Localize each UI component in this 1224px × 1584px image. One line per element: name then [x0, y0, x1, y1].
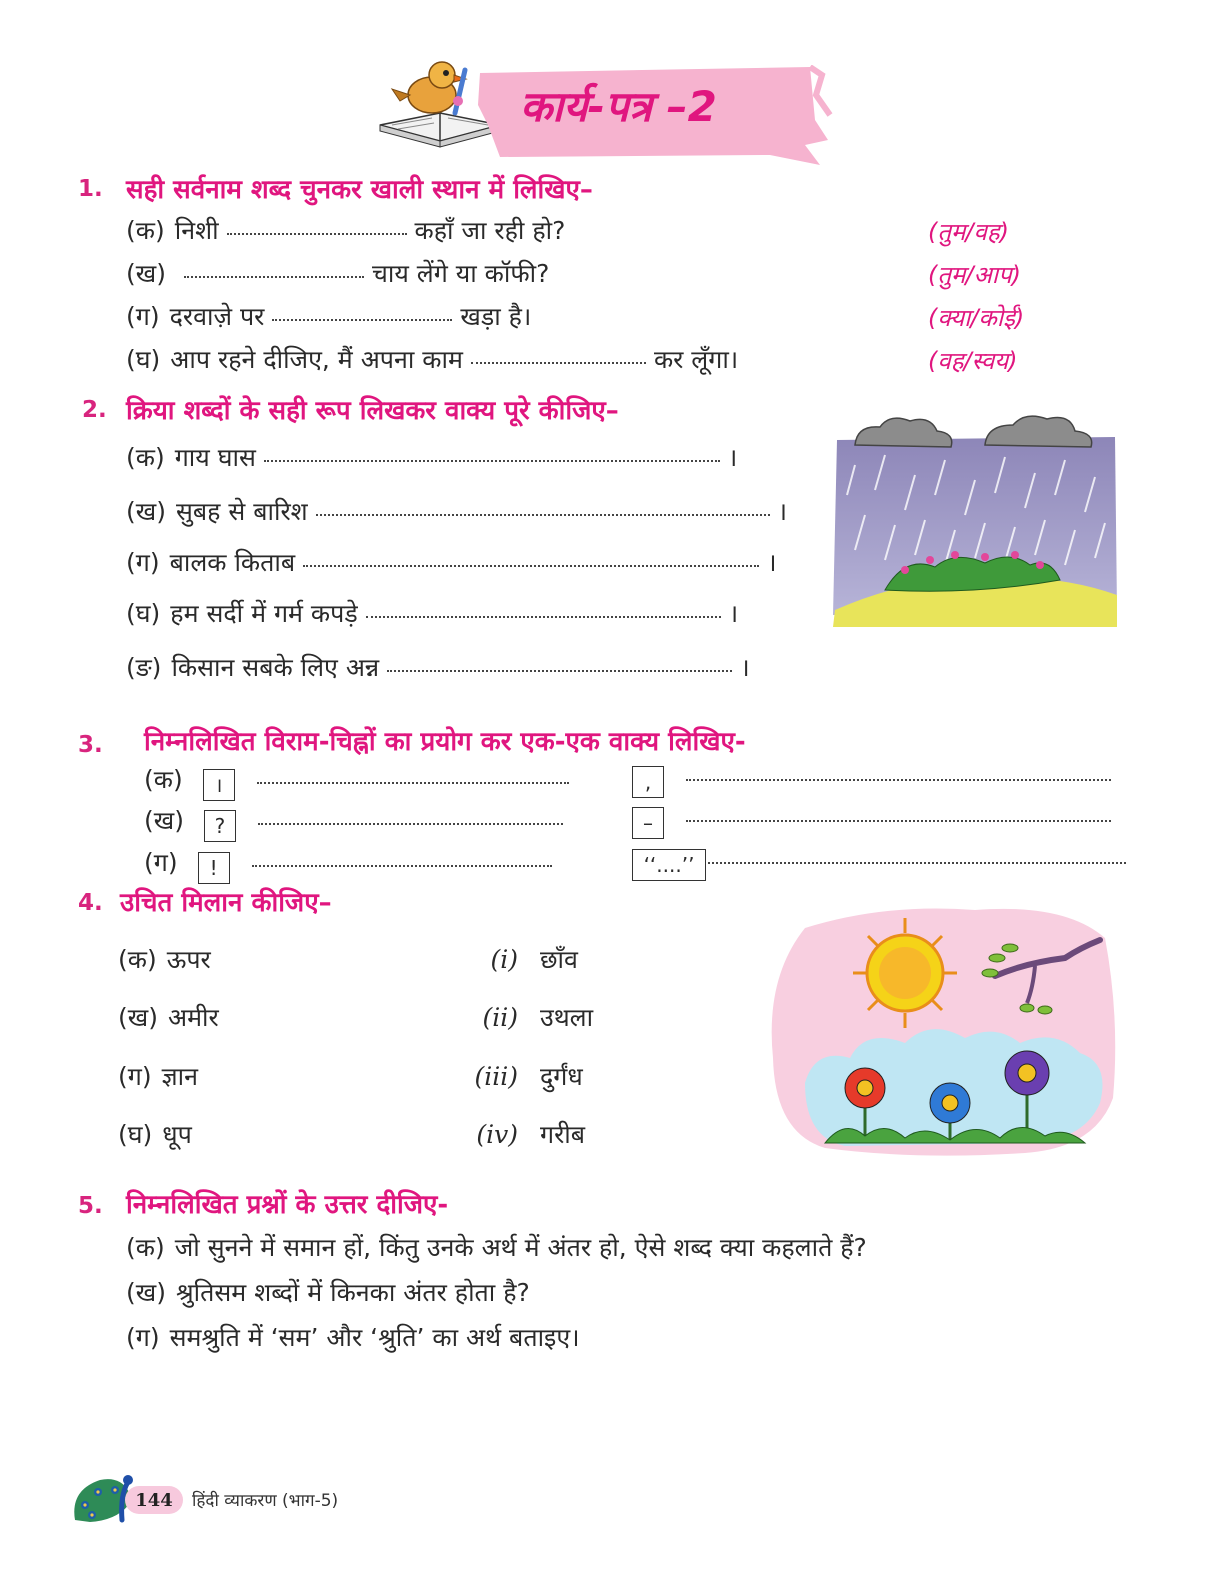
question-text: जो सुनने में समान हों, किंतु उनके अर्थ में अंतर हो, ऐसे शब्द क्या कहलाते हैं? [174, 1233, 867, 1262]
item-mark: (घ) [126, 345, 161, 374]
item-end: । [740, 653, 750, 682]
question-3-number: 3. [78, 732, 103, 758]
blank-line[interactable] [471, 342, 646, 364]
item-text: सुबह से बारिश [175, 497, 308, 526]
punctuation-box: ? [204, 810, 236, 842]
item-mark: (ङ) [126, 653, 162, 682]
q2-item-nga [126, 650, 750, 684]
question-2-number: 2. [82, 397, 107, 423]
question-4-title: उचित मिलान कीजिए– [120, 888, 332, 918]
item-mark: (ग) [126, 1323, 160, 1352]
match-word: धूप [162, 1120, 192, 1149]
page-title: कार्य-पत्र –2 [520, 82, 717, 131]
q4-right-iii [462, 1059, 583, 1093]
q1-choice-kha: (तुम/आप) [928, 261, 1022, 289]
item-text: किसान सबके लिए अन्न [171, 653, 380, 682]
question-4-number: 4. [78, 890, 103, 916]
blank-line[interactable] [686, 759, 1111, 781]
item-text-before: आप रहने दीजिए, मैं अपना काम [170, 345, 463, 374]
item-mark: (घ) [126, 599, 161, 628]
match-word: छाँव [540, 945, 578, 974]
q1-item-ka [126, 213, 565, 247]
footer [70, 1470, 470, 1530]
punctuation-box: – [632, 807, 664, 839]
q2-item-ga [126, 545, 777, 579]
item-text: गाय घास [174, 443, 256, 472]
q2-item-ka [126, 440, 737, 474]
item-text: हम सर्दी में गर्म कपड़े [170, 599, 358, 628]
q4-left-gha [118, 1117, 192, 1151]
q4-right-ii [462, 1000, 593, 1034]
item-mark: (क) [118, 945, 157, 974]
item-end: । [728, 599, 739, 628]
item-end: । [777, 497, 788, 526]
q1-choice-gha: (वह/स्वय) [928, 347, 1018, 375]
item-mark: (क) [126, 1233, 165, 1262]
q5-item-ga [126, 1320, 580, 1354]
q4-left-ga [118, 1059, 198, 1093]
blank-line[interactable] [387, 650, 732, 672]
punctuation-box: ! [198, 852, 230, 884]
punctuation-box: । [203, 769, 235, 801]
match-word: अमीर [167, 1003, 219, 1032]
item-text-after: खड़ा है। [460, 302, 532, 331]
question-5-title: निम्नलिखित प्रश्नों के उत्तर दीजिए- [126, 1190, 449, 1220]
item-end: । [767, 548, 777, 577]
question-text: श्रुतिसम शब्दों में किनका अंतर होता है? [175, 1278, 530, 1307]
blank-line[interactable] [184, 256, 364, 278]
blank-line[interactable] [264, 440, 720, 462]
blank-line[interactable] [258, 803, 563, 825]
question-1-number: 1. [78, 176, 103, 202]
item-mark: (ख) [144, 806, 184, 835]
item-end: । [727, 443, 738, 472]
q4-left-kha [118, 1000, 219, 1034]
item-mark: (क) [126, 216, 165, 245]
blank-line[interactable] [303, 545, 759, 567]
blank-line[interactable] [708, 842, 1126, 864]
blank-line[interactable] [272, 299, 452, 321]
page-number: 144 [135, 1489, 173, 1511]
sun-flowers-illustration [765, 898, 1125, 1163]
q4-right-i [462, 942, 578, 976]
punctuation-box: , [632, 766, 664, 798]
blank-line[interactable] [257, 762, 569, 784]
q3-row-ga-left [144, 845, 560, 880]
rain-illustration [825, 405, 1125, 630]
q3-row-kha-right [622, 803, 1119, 835]
blank-line[interactable] [252, 845, 552, 867]
item-text-before: निशी [174, 216, 219, 245]
question-text: समश्रुति में ‘सम’ और ‘श्रुति’ का अर्थ बताइए। [169, 1323, 580, 1352]
item-mark: (ख) [126, 259, 166, 288]
blank-line[interactable] [227, 213, 407, 235]
match-word: दुर्गंध [540, 1062, 583, 1091]
roman-numeral: (iv) [476, 1120, 518, 1149]
q1-choice-ga: (क्या/कोई) [928, 304, 1025, 332]
blank-line[interactable] [686, 800, 1111, 822]
item-text-after: कहाँ जा रही हो? [414, 216, 566, 245]
q2-item-kha [126, 494, 787, 528]
question-2-title: क्रिया शब्दों के सही रूप लिखकर वाक्य पूरे कीजिए– [126, 396, 619, 426]
item-text-after: कर लूँगा। [653, 345, 739, 374]
q1-choice-ka: (तुम/वह) [928, 218, 1009, 246]
book-title: हिंदी व्याकरण (भाग-5) [192, 1491, 339, 1511]
item-mark: (घ) [118, 1120, 153, 1149]
item-mark: (ख) [126, 497, 166, 526]
question-5-number: 5. [78, 1193, 103, 1219]
item-text-before: दरवाज़े पर [169, 302, 265, 331]
blank-line[interactable] [366, 596, 721, 618]
item-text-after: चाय लेंगे या कॉफी? [371, 259, 550, 288]
q3-row-ka-left [144, 762, 577, 797]
item-mark: (ग) [126, 302, 160, 331]
roman-numeral: (iii) [474, 1062, 518, 1091]
item-mark: (क) [144, 765, 183, 794]
page-number-badge [125, 1486, 183, 1514]
q4-right-iv [462, 1117, 585, 1151]
q1-item-kha [126, 256, 549, 290]
blank-line[interactable] [316, 494, 770, 516]
q2-item-gha [126, 596, 738, 630]
item-mark: (ग) [144, 848, 178, 877]
q3-row-ga-right [622, 845, 1134, 877]
item-mark: (ग) [126, 548, 160, 577]
item-mark: (ग) [118, 1062, 152, 1091]
item-mark: (ख) [118, 1003, 158, 1032]
item-text: बालक किताब [169, 548, 296, 577]
q5-item-kha [126, 1275, 530, 1309]
match-word: ज्ञान [161, 1062, 198, 1091]
match-word: उथला [540, 1003, 594, 1032]
question-1-title: सही सर्वनाम शब्द चुनकर खाली स्थान में लिखिए– [126, 175, 593, 205]
q5-item-ka [126, 1230, 867, 1264]
match-word: गरीब [540, 1120, 586, 1149]
q1-item-ga [126, 299, 531, 333]
punctuation-box: ‘‘....’’ [632, 849, 706, 881]
q1-item-gha [126, 342, 738, 376]
item-mark: (ख) [126, 1278, 166, 1307]
q3-row-kha-left [144, 803, 571, 838]
roman-numeral: (i) [490, 945, 518, 974]
q3-row-ka-right [622, 762, 1119, 794]
roman-numeral: (ii) [482, 1003, 518, 1032]
question-3-title: निम्नलिखित विराम-चिह्नों का प्रयोग कर एक-एक वाक्य लिखिए- [144, 727, 746, 757]
match-word: ऊपर [166, 945, 211, 974]
header [370, 55, 840, 175]
q4-left-ka [118, 942, 211, 976]
item-mark: (क) [126, 443, 165, 472]
